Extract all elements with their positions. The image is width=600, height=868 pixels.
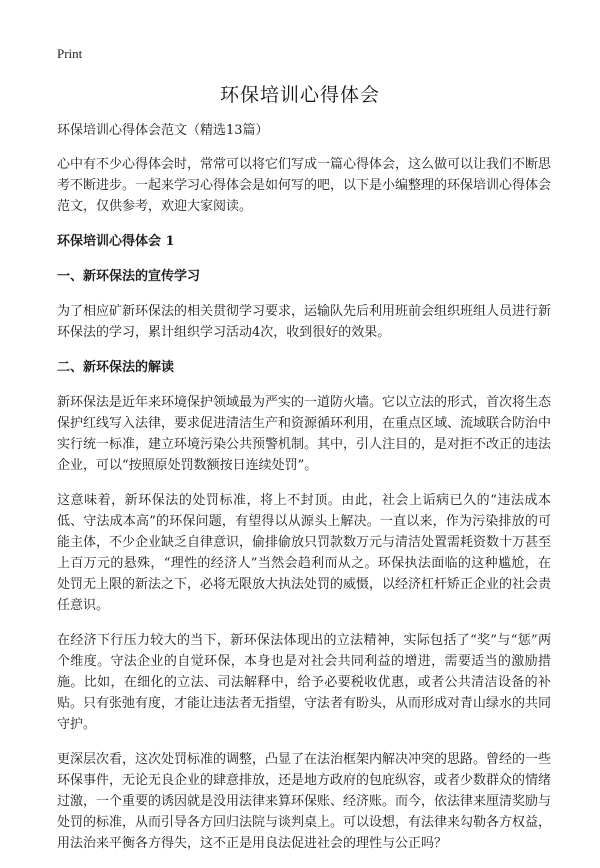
intro-paragraph: 心中有不少心得体会时，常常可以将它们写成一篇心得体会，这么做可以让我们不断思考不断进步。一起来学习心得体会是如何写的吧，以下是小编整理的环保培训心得体会范文，仅供参考，欢迎大家阅读。 bbox=[57, 157, 552, 214]
section-2-paragraph-3: 在经济下行压力较大的当下，新环保法体现出的立法精神，实际包括了“奖”与“惩”两个维度。守法企业的自觉环保，本身也是对社会共同利益的增进，需要适当的激励措施。比如，在细化的立法、司法解释中，给予必要税收优惠，或者公共清洁设备的补贴。只有张弛有度，才能让违法者无指望，守法者有盼头，从而形成对青山绿水的共同守护。 bbox=[57, 633, 552, 732]
section-heading-1: 一、新环保法的宣传学习 bbox=[57, 269, 201, 284]
article-heading: 环保培训心得体会 1 bbox=[57, 234, 175, 249]
section-2-paragraph-1: 新环保法是近年来环境保护领域最为严实的一道防火墙。它以立法的形式，首次将生态保护红线写入法律，要求促进清洁生产和资源循环利用，在重点区域、流域联合防治中实行统一标准，建立环境污染公共预警机制。其中，引人注目的，是对拒不改正的违法企业，可以“按照原处罚数额按日连续处罚”。 bbox=[57, 395, 552, 473]
document-title: 环保培训心得体会 bbox=[219, 84, 380, 106]
section-2-paragraph-4: 更深层次看，这次处罚标准的调整，凸显了在法治框架内解决冲突的思路。曾经的一些环保事件，无论无良企业的肆意排放，还是地方政府的包庇纵容，或者少数群众的情绪过激，一个重要的诱因就是没用法律来算环保账、经济账。而今，依法律来厘清奖励与处罚的标准，从而引导各方回归法院与谈判桌上。可以设想，有法律来勾勒各方权益，用法治来平衡各方得失，这不正是用良法促进社会的理性与公正吗？ bbox=[57, 752, 552, 851]
section-heading-2: 二、新环保法的解读 bbox=[57, 360, 175, 375]
document-body bbox=[57, 120, 551, 868]
print-link[interactable]: Print bbox=[57, 46, 83, 61]
document-subtitle: 环保培训心得体会范文（精选13篇） bbox=[57, 123, 269, 138]
section-1-paragraph: 为了相应矿新环保法的相关贯彻学习要求，运输队先后利用班前会组织班组人员进行新环保法的学习，累计组织学习活动4次，收到很好的效果。 bbox=[57, 304, 552, 340]
section-2-paragraph-2: 这意味着，新环保法的处罚标准，将上不封顶。由此，社会上诟病已久的“违法成本低、守法成本高”的环保问题，有望得以从源头上解决。一直以来，作为污染排放的可能主体，不少企业缺乏自律意识，偷排偷放只罚款数万元与清洁处置需耗资数十万甚至上百万元的悬殊，“理性的经济人”当然会趋利而从之。环保执法面临的这种尴尬，在处罚无上限的新法之下，必将无限放大执法处罚的威慑，以经济杠杆矫正企业的社会责任意识。 bbox=[57, 493, 552, 613]
